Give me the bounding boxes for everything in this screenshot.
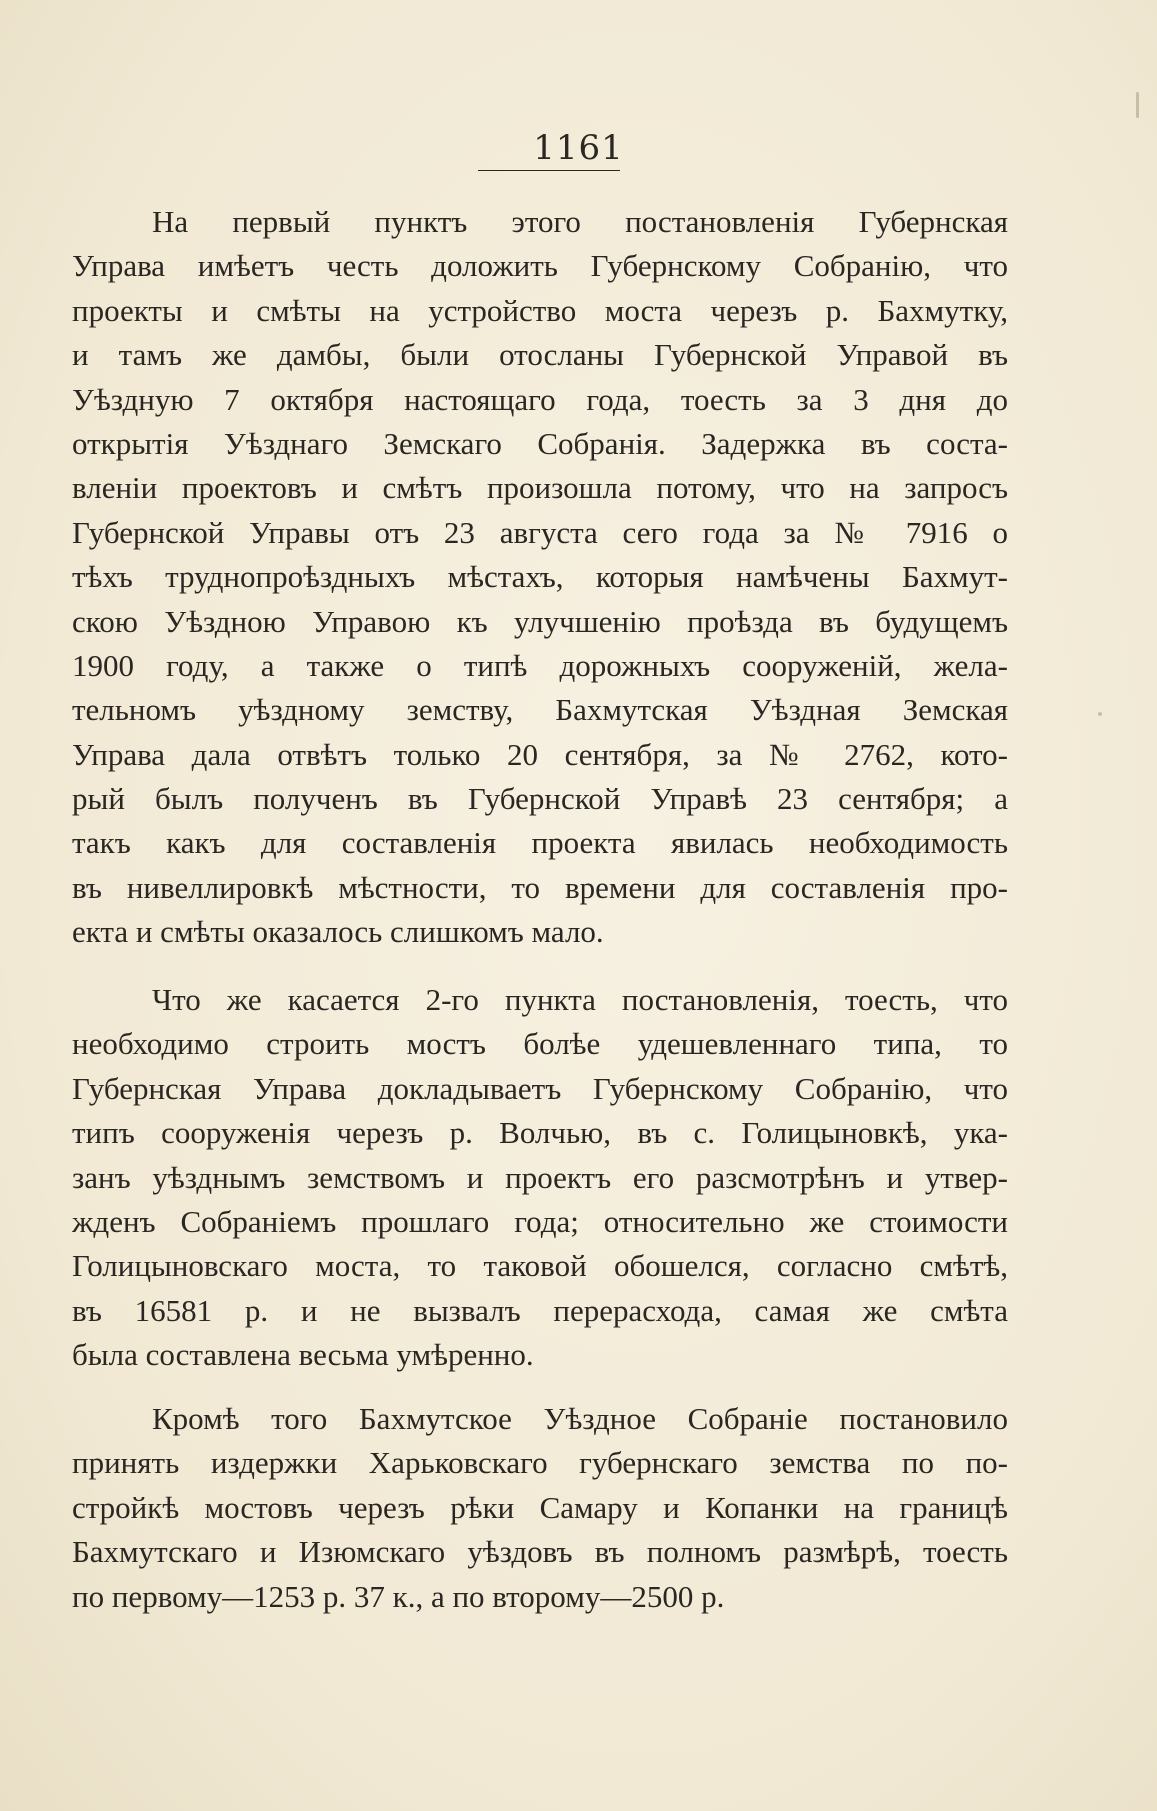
text-line: открытія Уѣзднаго Земскаго Собранія. Задержка въ соста- [72,425,1008,461]
text-line: принять издержки Харьковскаго губернскаго земства по по- [72,1445,1008,1481]
page-number-rule [478,170,620,171]
text-line: тѣхъ труднопроѣздныхъ мѣстахъ, которыя намѣчены Бахмут- [72,559,1008,595]
paper-speck [1136,92,1139,118]
text-line: Кромѣ того Бахмутское Уѣздное Собраніе постановило [152,1401,1008,1436]
text-line: скою Уѣздною Управою къ улучшенію проѣзда въ будущемъ [72,603,1008,639]
page-number: 1161 [533,128,624,168]
paragraph-3 [72,1397,1008,1619]
text-line: въ нивеллировкѣ мѣстности, то времени для составленія про- [72,869,1008,905]
text-line: 1900 году, а также о типѣ дорожныхъ сооруженій, жела- [72,647,1008,683]
text-line: жденъ Собраніемъ прошлаго года; относительно же стоимости [72,1203,1008,1239]
paragraph-1 [72,200,1008,955]
text-line: рый былъ полученъ въ Губернской Управѣ 23 сентября; а [72,781,1008,817]
paper-speck [1098,712,1102,716]
text-line: Уѣздную 7 октября настоящаго года, тоесть за 3 дня до [72,381,1008,417]
text-line: стройкѣ мостовъ черезъ рѣки Самару и Копанки на границѣ [72,1489,1008,1525]
text-line: Бахмутскаго и Изюмскаго уѣздовъ въ полномъ размѣрѣ, тоесть [72,1534,1008,1570]
text-line: На первый пунктъ этого постановленія Губернская [152,204,1008,239]
text-line: Голицыновскаго моста, то таковой обошелся, согласно смѣтѣ, [72,1248,1008,1284]
text-line: занъ уѣзднымъ земствомъ и проектъ его разсмотрѣнъ и утвер- [72,1159,1008,1195]
text-line: Губернская Управа докладываетъ Губернскому Собранію, что [72,1070,1008,1106]
text-line: типъ сооруженія черезъ р. Волчью, въ с. Голицыновкѣ, ука- [72,1115,1008,1151]
text-line: такъ какъ для составленія проекта явилась необходимость [72,825,1008,861]
text-line: необходимо строить мостъ болѣе удешевленнаго типа, то [72,1026,1008,1062]
text-line: и тамъ же дамбы, были отосланы Губернской Управой въ [72,337,1008,373]
text-line: Губернской Управы отъ 23 августа сего года за № 7916 о [72,514,1008,550]
text-line: Что же касается 2-го пункта постановленія, тоесть, что [152,982,1008,1017]
text-line: по первому—1253 р. 37 к., а по второму—2500 р. [72,1578,725,1614]
text-line: тельномъ уѣздному земству, Бахмутская Уѣздная Земская [72,692,1008,728]
text-line: проекты и смѣты на устройство моста черезъ р. Бахмутку, [72,292,1008,328]
text-line: была составлена весьма умѣренно. [72,1337,534,1373]
text-line: екта и смѣты оказалось слишкомъ мало. [72,914,604,950]
text-line: вленіи проектовъ и смѣтъ произошла потому, что на запросъ [72,470,1008,506]
text-line: Управа дала отвѣтъ только 20 сентября, за № 2762, кото- [72,736,1008,772]
text-line: Управа имѣетъ честь доложить Губернскому Собранію, что [72,248,1008,284]
text-line: въ 16581 р. и не вызвалъ перерасхода, самая же смѣта [72,1292,1008,1328]
paragraph-2 [72,978,1008,1378]
